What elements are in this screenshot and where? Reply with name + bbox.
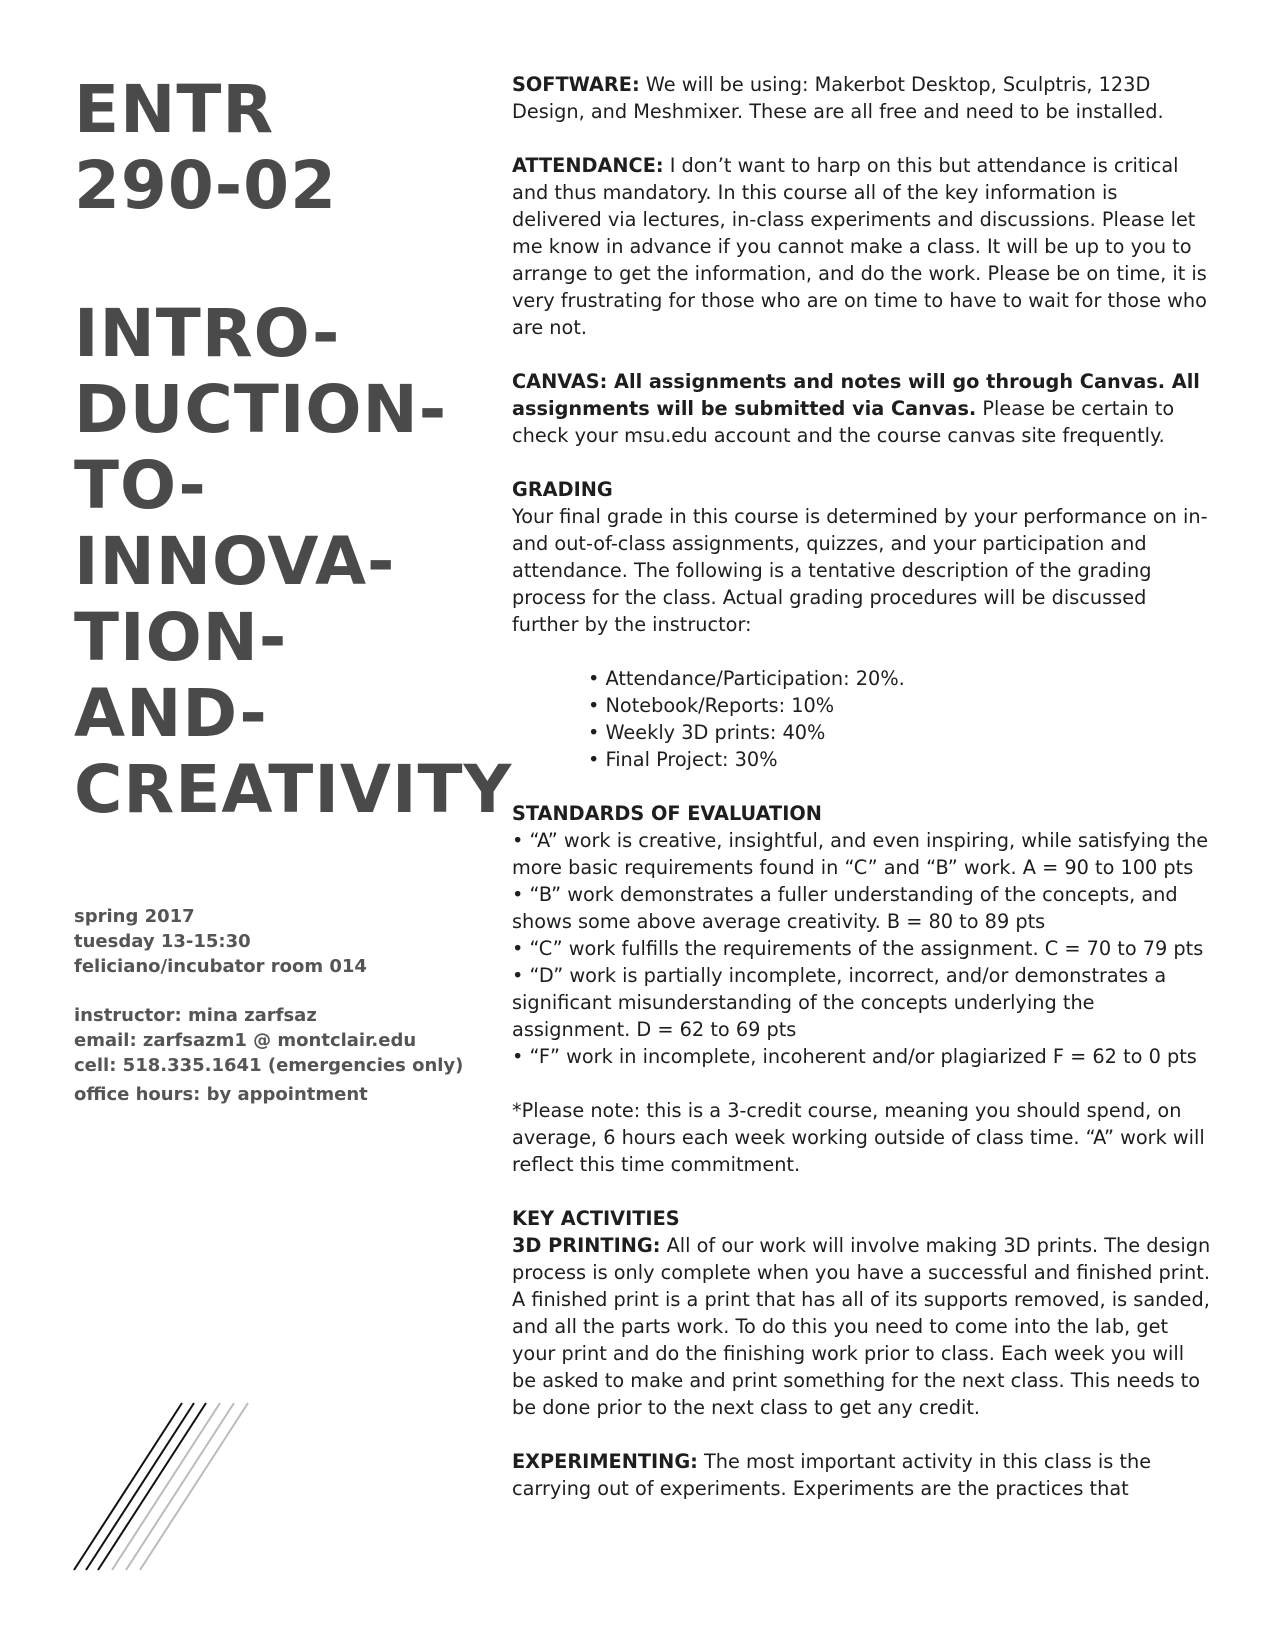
canvas-label: CANVAS: All assignments and notes will go through Canvas. All assignments will be submitted via Canvas. — [512, 370, 1200, 420]
standard-item: • “B” work demonstrates a fuller understanding of the concepts, and shows some above average creativity. B = 80 to 89 pts — [512, 883, 1178, 933]
diagonal-stripes-decoration — [70, 1395, 250, 1575]
experimenting-text: The most important activity in this class is the carrying out of experiments. Experiments are the practices that — [512, 1450, 1152, 1500]
course-code-line: ENTR — [74, 71, 275, 148]
course-title-line: TION- — [74, 599, 288, 676]
grading-text: Your final grade in this course is determined by your performance on in- and out-of-class assignments, quizzes, and your participation and attendance. The following is a tentative description of the grading process for the class. Actual grading procedures will be discussed further by the instructor: — [512, 505, 1208, 636]
office-hours: office hours: by appointment — [74, 1084, 368, 1105]
key-activities-heading: KEY ACTIVITIES — [512, 1207, 680, 1230]
phone: cell: 518.335.1641 (emergencies only) — [74, 1055, 464, 1076]
email: email: zarfsazm1 @ montclair.edu — [74, 1030, 417, 1051]
course-code — [74, 72, 494, 224]
standards-heading: STANDARDS OF EVALUATION — [512, 802, 822, 825]
grade-item: • Weekly 3D prints: 40% — [588, 721, 826, 744]
course-info — [74, 904, 494, 1107]
course-title-line: AND- — [74, 675, 268, 752]
course-title-line: DUCTION- — [74, 371, 448, 448]
software-label: SOFTWARE: — [512, 73, 640, 96]
standards-list — [512, 827, 1212, 1070]
grade-item: • Final Project: 30% — [588, 748, 778, 771]
course-title-line: INNOVA- — [74, 523, 396, 600]
software-section — [512, 71, 1212, 125]
grading-breakdown — [512, 665, 1212, 773]
software-text: We will be using: Makerbot Desktop, Sculptris, 123D Design, and Meshmixer. These are all free and need to be installed. — [512, 73, 1164, 123]
grading-heading: GRADING — [512, 478, 613, 501]
printing-text: All of our work will involve making 3D prints. The design process is only complete when you have a successful and finished print. A finished print is a print that has all of its supports removed, is sanded, and all the parts work. To do this you need to come into the lab, get your print and do the finishing work prior to class. Each week you will be asked to make and print something for the next class. This needs to be done prior to the next class to get any credit. — [512, 1234, 1211, 1419]
key-activities-section — [512, 1205, 1212, 1421]
instructor: instructor: mina zarfsaz — [74, 1005, 317, 1026]
printing-label: 3D PRINTING: — [512, 1234, 661, 1257]
meeting-time: tuesday 13-15:30 — [74, 931, 251, 952]
standard-item: • “D” work is partially incomplete, incorrect, and/or demonstrates a significant misunderstanding of the concepts underlying the assignment. D = 62 to 69 pts — [512, 964, 1167, 1041]
standard-item: • “A” work is creative, insightful, and even inspiring, while satisfying the more basic requirements found in “C” and “B” work. A = 90 to 100 pts — [512, 829, 1209, 879]
attendance-text: I don’t want to harp on this but attendance is critical and thus mandatory. In this course all of the key information is delivered via lectures, in-class experiments and discussions. Please let me know in advance if you cannot make a class. It will be up to you to arrange to get the information, and do the work. Please be on time, it is very frustrating for those who are on time to have to wait for those who are not. — [512, 154, 1207, 339]
course-title-line: TO- — [74, 447, 207, 524]
standard-item: • “C” work fulfills the requirements of the assignment. C = 70 to 79 pts — [512, 937, 1204, 960]
location: feliciano/incubator room 014 — [74, 956, 367, 977]
grade-item: • Attendance/Participation: 20%. — [588, 667, 905, 690]
standard-item: • “F” work in incomplete, incoherent and/or plagiarized F = 62 to 0 pts — [512, 1045, 1197, 1068]
attendance-label: ATTENDANCE: — [512, 154, 664, 177]
course-title-line: INTRO- — [74, 295, 341, 372]
experimenting-section — [512, 1448, 1212, 1502]
syllabus-body — [512, 71, 1212, 1529]
grade-item: • Notebook/Reports: 10% — [588, 694, 835, 717]
course-header — [74, 71, 513, 828]
course-title-line: CREATIVITY — [74, 751, 513, 828]
grading-section — [512, 476, 1212, 638]
course-code-line: 290-02 — [74, 147, 338, 224]
attendance-section — [512, 152, 1212, 341]
credit-note: *Please note: this is a 3-credit course, meaning you should spend, on average, 6 hours each week working outside of class time. “A” work will reflect this time commitment. — [512, 1099, 1205, 1176]
course-title — [74, 295, 513, 828]
semester: spring 2017 — [74, 906, 195, 927]
experimenting-label: EXPERIMENTING: — [512, 1450, 698, 1473]
canvas-section — [512, 368, 1212, 449]
canvas-text: Please be certain to check your msu.edu account and the course canvas site frequently. — [512, 397, 1175, 447]
